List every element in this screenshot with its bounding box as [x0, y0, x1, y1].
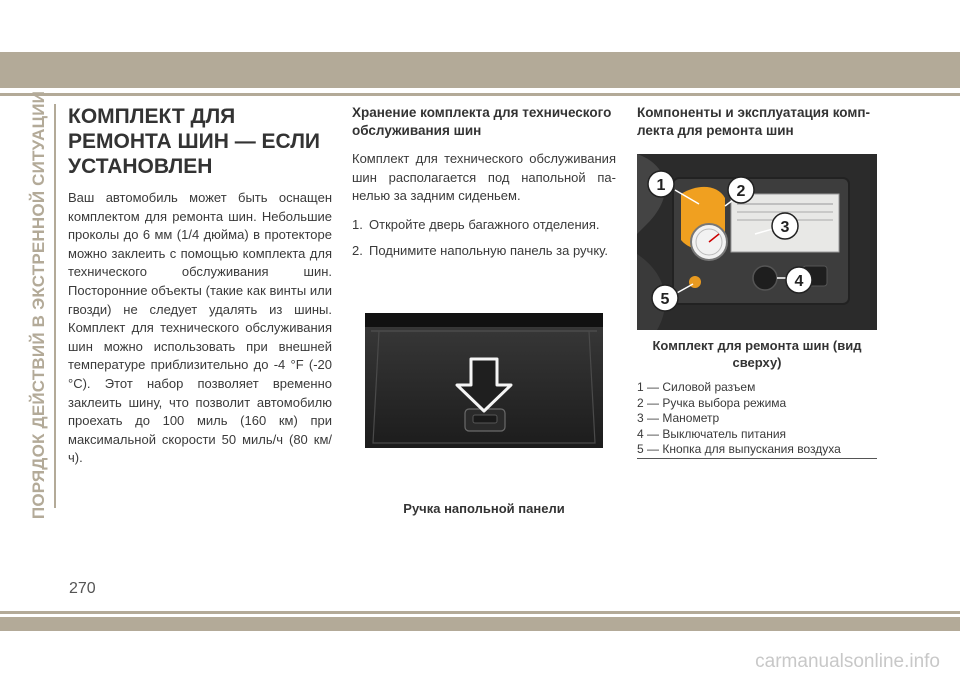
step-item	[352, 216, 616, 235]
step-text: Откройте дверь багажного отделения.	[369, 216, 600, 232]
legend-item: 3 — Манометр	[637, 411, 720, 425]
storage-steps	[352, 216, 616, 261]
header-band	[0, 52, 960, 88]
legend-rule	[637, 458, 877, 459]
step-number: 2.	[352, 243, 363, 259]
storage-heading: Хранение комплекта для технического обслуживания шин	[352, 105, 612, 138]
callout-4	[786, 267, 812, 293]
intro-paragraph: Ваш автомобиль может быть оснащен комплектом для ремонта шин. Небольшие проколы до 6 мм (1/4 дюйма) в протекторе можно заклеить с помощью комплекта для технического обслуживания шин. Посторонние объекты (такие как винты или гвозди) не следует удалять из шины. Комплект для технического обслуживания шин можно использовать при внешней температуре приблизительно до -4 °F (-20 °C). Этот набор позволяет временно заклеить шину, что позволит автомобилю проехать до 100 миль (160 км) при максимальной скорости 50 миль/ч (80 км/ч).	[68, 190, 332, 466]
legend-item: 1 — Силовой разъем	[637, 380, 756, 394]
callout-5-label: 5	[660, 291, 670, 308]
chapter-tab	[26, 90, 52, 520]
page-number: 270	[69, 580, 96, 597]
section-title: КОМПЛЕКТ ДЛЯ РЕМОНТА ШИН — ЕСЛИ УСТАНОВЛЕН	[68, 105, 321, 178]
component-legend	[637, 380, 877, 458]
kit-photo-caption: Комплект для ремонта шин (вид сверху)	[652, 338, 862, 370]
footer-rule	[0, 611, 960, 614]
callout-3	[772, 213, 798, 239]
callout-4-label: 4	[794, 273, 804, 290]
watermark: carmanualsonline.info	[755, 651, 940, 672]
legend-item: 2 — Ручка выбора режима	[637, 395, 787, 410]
callout-3-label: 3	[780, 219, 790, 236]
callout-1	[648, 171, 674, 197]
callout-2-label: 2	[736, 183, 746, 200]
footer-band	[0, 617, 960, 631]
column-1	[68, 104, 332, 468]
floor-photo-caption: Ручка напольной панели	[403, 501, 565, 516]
chapter-tab-label: ПОРЯДОК ДЕЙСТВИЙ В ЭКСТРЕННОЙ СИТУАЦИИ	[29, 90, 48, 520]
callout-2	[728, 177, 754, 203]
callout-1-label: 1	[656, 177, 666, 194]
column-2	[352, 104, 616, 269]
legend-item: 4 — Выключатель питания	[637, 426, 787, 441]
step-text: Поднимите напольную панель за ручку.	[369, 243, 608, 259]
floor-panel-photo	[365, 313, 603, 448]
column-3	[637, 104, 877, 150]
chapter-tab-rule	[54, 104, 56, 508]
step-number: 1.	[352, 216, 363, 232]
header-rule	[0, 93, 960, 96]
callout-5	[652, 285, 678, 311]
repair-kit-photo	[637, 154, 877, 330]
storage-paragraph: Комплект для технического обслуживания шин располагается под напольной панелью за задним сиденьем.	[352, 151, 616, 204]
components-heading: Компоненты и эксплуатация комплекта для ремонта шин	[637, 105, 871, 138]
step-item	[352, 242, 616, 261]
legend-item: 5 — Кнопка для выпускания воздуха	[637, 442, 841, 456]
